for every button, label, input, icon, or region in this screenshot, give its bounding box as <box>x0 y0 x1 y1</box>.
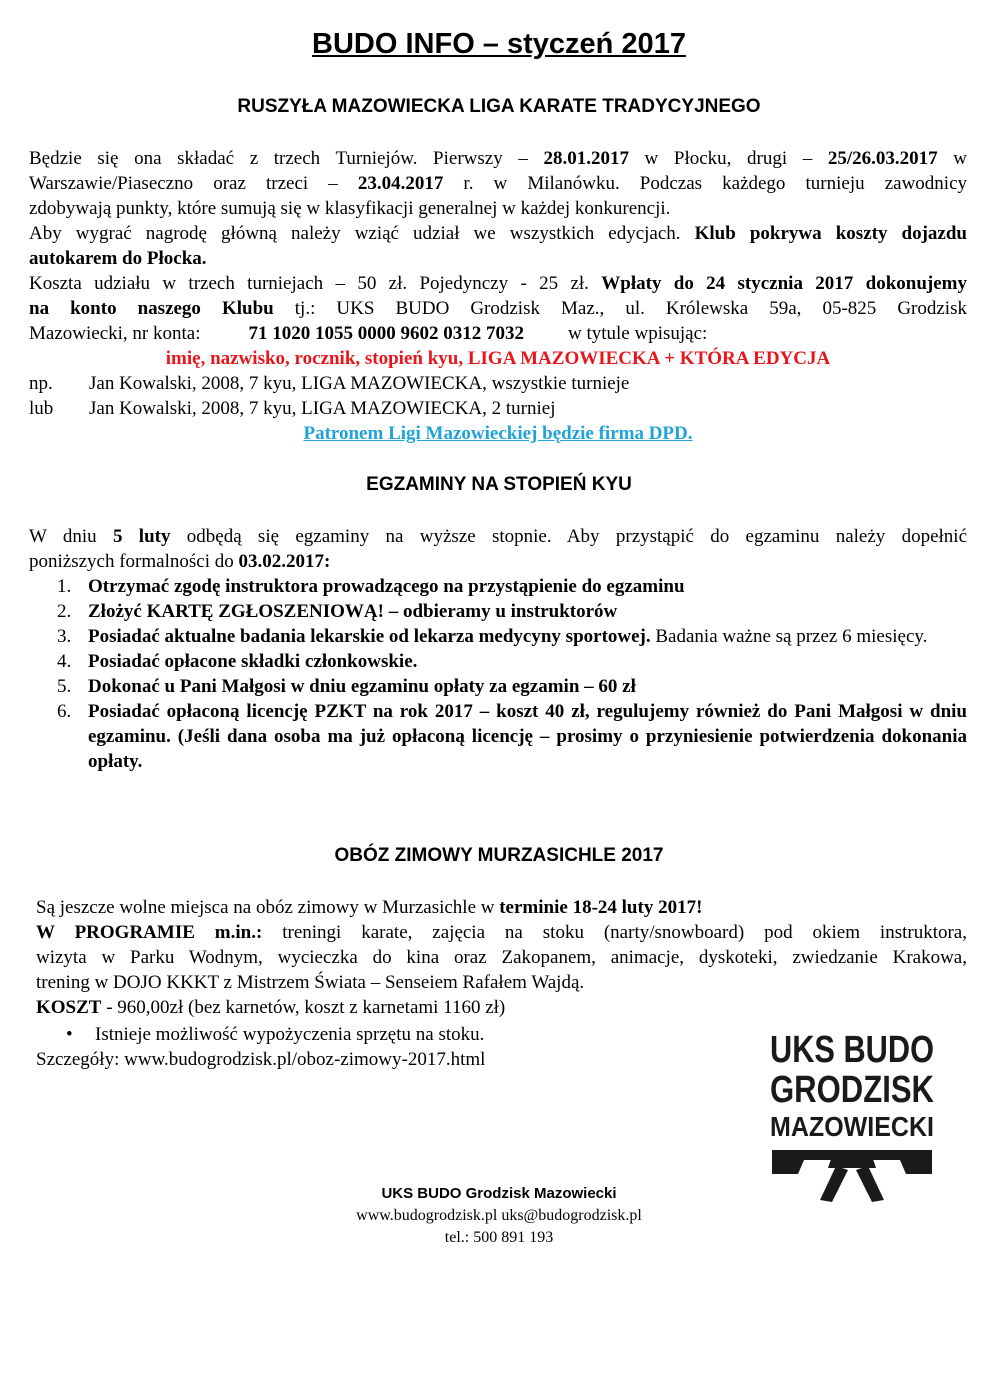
oboz-details-link: Szczegóły: www.budogrodzisk.pl/oboz-zimowy-2017.html <box>36 1049 486 1070</box>
title-format-instruction: imię, nazwisko, rocznik, stopień kyu, LIGA MAZOWIECKA + KTÓRA EDYCJA <box>165 348 831 369</box>
list-item: 6. Posiadać opłaconą licencję PZKT na rok 2017 – koszt 40 zł, regulujemy również do Pani Małgosi w dniu egzaminu. (Jeśli dana osoba ma już opłaconą licencję – prosimy o przyniesienie potwierdzenia dokonania opłaty. <box>57 701 967 772</box>
oboz-extra <box>36 1022 736 1072</box>
club-logo <box>764 1026 940 1206</box>
example-2: lub Jan Kowalski, 2008, 7 kyu, LIGA MAZOWIECKA, 2 turniej <box>29 398 556 419</box>
liga-line-6: Koszta udziału w trzech turniejach – 50 zł. Pojedynczy - 25 zł. Wpłaty do 24 stycznia 2017 dokonujemy <box>29 273 967 294</box>
patron-link[interactable]: Patronem Ligi Mazowieckiej będzie firma DPD. <box>303 423 693 444</box>
section-heading-liga: RUSZYŁA MAZOWIECKA LIGA KARATE TRADYCYJNEGO <box>237 96 761 117</box>
club-logo-graphic <box>764 1026 940 1206</box>
egzaminy-intro-2: poniższych formalności do 03.02.2017: <box>29 551 331 572</box>
liga-line-8: Mazowiecki, nr konta: 71 1020 1055 0000 9602 0312 7032 w tytule wpisując: <box>29 323 708 344</box>
oboz-paragraph <box>36 895 967 1020</box>
footer-contact: www.budogrodzisk.pl uks@budogrodzisk.pl <box>356 1207 642 1224</box>
liga-paragraph <box>29 146 967 446</box>
list-item: 5. Dokonać u Pani Małgosi w dniu egzaminu opłaty za egzamin – 60 zł <box>57 676 636 697</box>
list-item: 3. Posiadać aktualne badania lekarskie od lekarza medycyny sportowej. Badania ważne są przez 6 miesięcy. <box>57 626 928 647</box>
liga-line-5: autokarem do Płocka. <box>29 248 207 269</box>
footer-org: UKS BUDO Grodzisk Mazowiecki <box>381 1185 617 1202</box>
list-item: 4. Posiadać opłacone składki członkowskie. <box>57 651 418 672</box>
oboz-bullet-list <box>36 1022 736 1047</box>
exam-requirements-list <box>29 574 967 774</box>
footer-phone: tel.: 500 891 193 <box>444 1229 554 1246</box>
liga-line-2: Warszawie/Piaseczno oraz trzeci – 23.04.2017 r. w Milanówku. Podczas każdego turnieju zawodnicy <box>29 173 968 194</box>
bullet-icon: • <box>66 1024 73 1045</box>
list-item: 2. Złożyć KARTĘ ZGŁOSZENIOWĄ! – odbieramy u instruktorów <box>57 601 618 622</box>
logo-text-line-2: GRODZISK <box>770 1069 935 1111</box>
oboz-cost: KOSZT - 960,00zł (bez karnetów, koszt z karnetami 1160 zł) <box>36 997 506 1018</box>
oboz-line-3: wizyta w Parku Wodnym, wycieczka do kina oraz Zakopanem, animacje, dyskoteki, zwiedzanie Krakowa, <box>36 947 967 968</box>
liga-line-3: zdobywają punkty, które sumują się w klasyfikacji generalnej w każdej konkurencji. <box>29 198 671 219</box>
page-title: BUDO INFO – styczeń 2017 <box>312 28 686 60</box>
list-item: 1. Otrzymać zgodę instruktora prowadzącego na przystąpienie do egzaminu <box>57 576 685 597</box>
oboz-line-4: trening w DOJO KKKT z Mistrzem Świata – Senseiem Rafałem Wajdą. <box>36 972 585 993</box>
egzaminy-intro-1: W dniu 5 luty odbędą się egzaminy na wyższe stopnie. Aby przystąpić do egzaminu należy dopełnić <box>29 526 968 547</box>
liga-line-4: Aby wygrać nagrodę główną należy wziąć udział we wszystkich edycjach. Klub pokrywa koszty dojazdu <box>29 223 967 244</box>
egzaminy-paragraph <box>29 524 967 774</box>
oboz-line-1: Są jeszcze wolne miejsca na obóz zimowy w Murzasichle w terminie 18-24 luty 2017! <box>36 897 703 918</box>
section-heading-oboz: OBÓZ ZIMOWY MURZASICHLE 2017 <box>334 845 664 866</box>
logo-text-line-3: MAZOWIECKI <box>770 1111 934 1142</box>
logo-text-line-1: UKS BUDO <box>770 1029 934 1071</box>
example-1: np. Jan Kowalski, 2008, 7 kyu, LIGA MAZOWIECKA, wszystkie turnieje <box>29 373 630 394</box>
liga-line-1: Będzie się ona składać z trzech Turniejów. Pierwszy – 28.01.2017 w Płocku, drugi – 25/26.03.2017 w <box>29 148 967 169</box>
footer <box>0 1183 998 1249</box>
oboz-line-2: W PROGRAMIE m.in.: treningi karate, zajęcia na stoku (narty/snowboard) pod okiem instruktora, <box>36 922 967 943</box>
list-item: • Istnieje możliwość wypożyczenia sprzętu na stoku. <box>66 1024 485 1045</box>
liga-line-7: na konto naszego Klubu tj.: UKS BUDO Grodzisk Maz., ul. Królewska 59a, 05-825 Grodzisk <box>29 298 967 319</box>
account-number: 71 1020 1055 0000 9602 0312 7032 <box>248 323 524 344</box>
section-heading-egzaminy: EGZAMINY NA STOPIEŃ KYU <box>366 474 632 495</box>
